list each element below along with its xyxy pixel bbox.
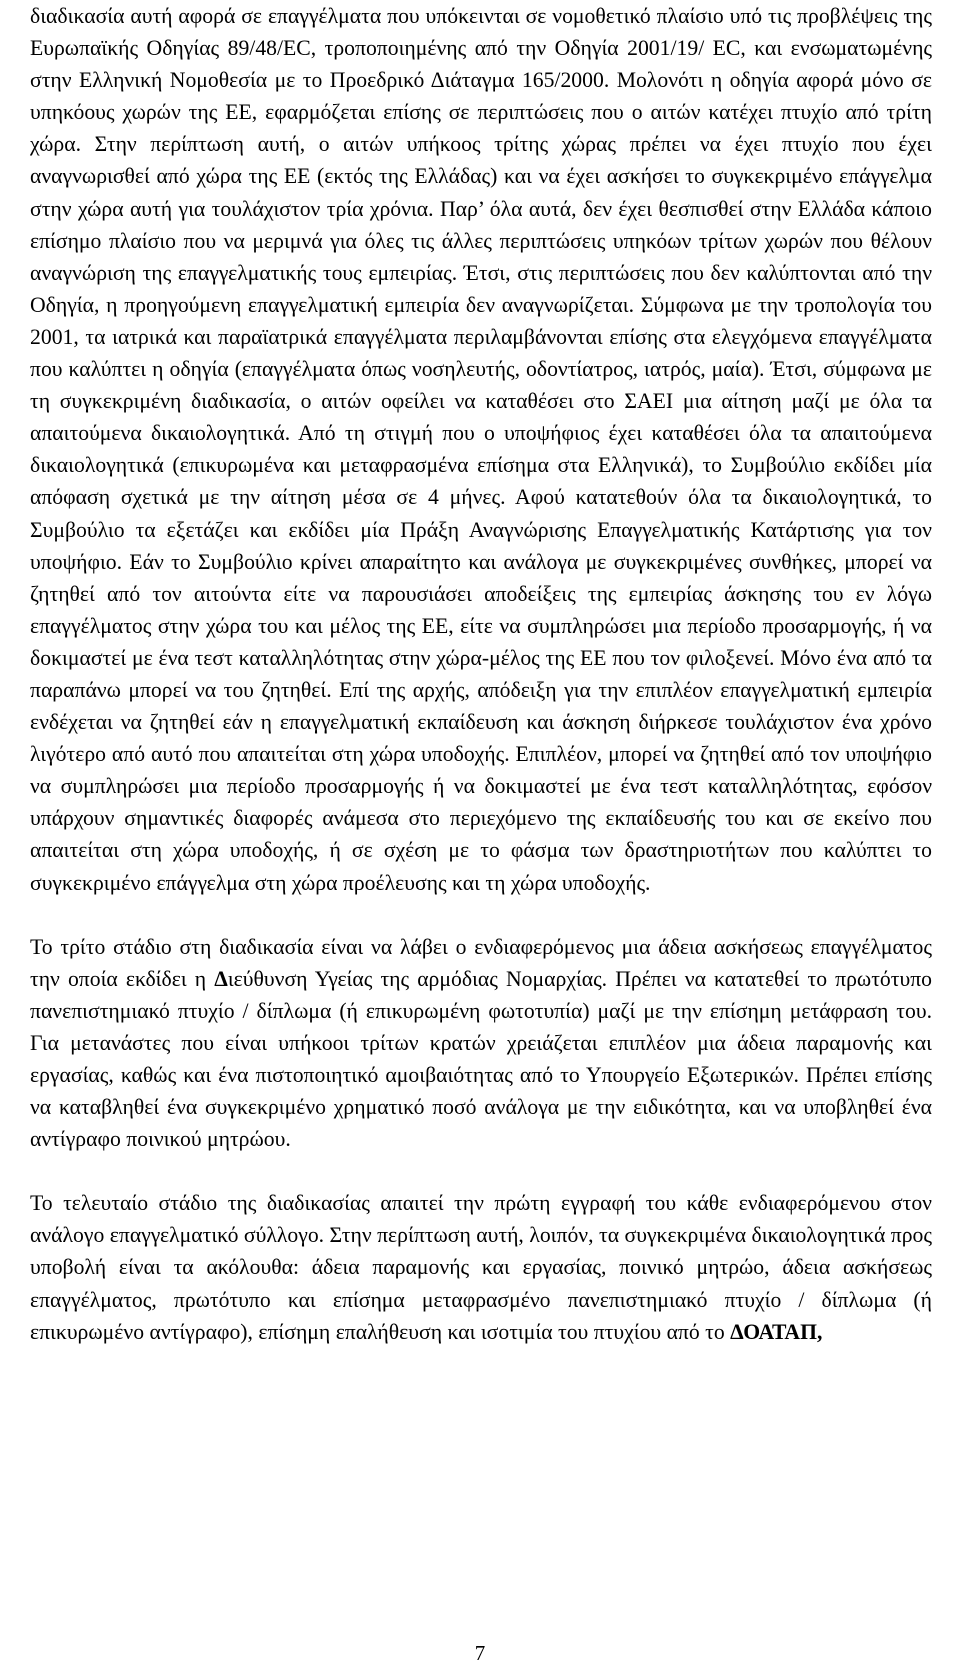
paragraph-text: Το τρίτο στάδιο στη διαδικασία είναι να λάβει ο ενδιαφερόμενος μια άδεια ασκήσεως επαγγέλματος την οποία εκδίδει η [30, 934, 932, 991]
paragraph-license-stage [30, 931, 932, 1156]
paragraph-final-stage [30, 1187, 932, 1347]
page-number: 7 [474, 1641, 486, 1665]
bold-letter: Δ [214, 966, 228, 991]
paragraph-text: Το τελευταίο στάδιο της διαδικασίας απαιτεί την πρώτη εγγραφή του κάθε ενδιαφερόμενου στον ανάλογο επαγγελματικό σύλλογο. Στην περίπτωση αυτή, λοιπόν, τα συγκεκριμένα δικαιολογητικά προς υποβολή είναι τα ακόλουθα: άδεια παραμονής και εργασίας, ποινικό μητρώο, άδεια ασκήσεως επαγγέλματος, πρωτότυπο και επίσημα μεταφρασμένο πανεπιστημιακό πτυχίο / δίπλωμα (ή επικυρωμένο αντίγραφο), επίσημη επαλήθευση και ισοτιμία του πτυχίου από το [30, 1191, 932, 1344]
bold-acronym: ΔΟΑΤΑΠ, [730, 1319, 823, 1344]
document-page [30, 0, 932, 1348]
paragraph-recognition-procedure [30, 0, 932, 899]
paragraph-text: διαδικασία αυτή αφορά σε επαγγέλματα που υπόκεινται σε νομοθετικό πλαίσιο υπό τις προβλέψεις της Ευρωπαϊκής Οδηγίας 89/48/ΕC, τροποποιημένης από την Οδηγία 2001/19/ EC, και ενσωματωμένης στην Ελληνική Νομοθεσία με το Προεδρικό Διάταγμα 165/2000. Μολονότι η οδηγία αφορά μόνο σε υπηκόους χωρών της ΕΕ, εφαρμόζεται επίσης σε περιπτώσεις που ο αιτών κατέχει πτυχίο από τρίτη χώρα. Στην περίπτωση αυτή, ο αιτών υπήκοος τρίτης χώρας πρέπει να έχει πτυχίο που έχει αναγνωρισθεί από χώρα της ΕΕ (εκτός της Ελλάδας) και να έχει ασκήσει το συγκεκριμένο επάγγελμα στην χώρα αυτή για τουλάχιστον τρία χρόνια. Παρ’ όλα αυτά, δεν έχει θεσπισθεί στην Ελλάδα κάποιο επίσημο πλαίσιο που να μεριμνά για όλες τις άλλες περιπτώσεις υπηκόων τρίτων χωρών που θέλουν αναγνώριση της επαγγελματικής τους εμπειρίας. Έτσι, στις περιπτώσεις που δεν καλύπτονται από την Οδηγία, η προηγούμενη επαγγελματική εμπειρία δεν αναγνωρίζεται. Σύμφωνα με την τροπολογία του 2001, τα ιατρικά και παραϊατρικά επαγγέλματα περιλαμβάνονται επίσης στα ελεγχόμενα επαγγέλματα που καλύπτει η οδηγία (επαγγέλματα όπως νοσηλευτής, οδοντίατρος, ιατρός, μαία). Έτσι, σύμφωνα με τη συγκεκριμένη διαδικασία, ο αιτών οφείλει να καταθέσει στο ΣΑΕΙ μια αίτηση μαζί με όλα τα απαιτούμενα δικαιολογητικά. Από τη στιγμή που ο υποψήφιος έχει καταθέσει όλα τα απαιτούμενα δικαιολογητικά (επικυρωμένα και μεταφρασμένα επίσημα στα Ελληνικά), το Συμβούλιο εκδίδει μία απόφαση σχετικά με την αίτηση μέσα σε 4 μήνες. Αφού κατατεθούν όλα τα δικαιολογητικά, το Συμβούλιο τα εξετάζει και εκδίδει μία Πράξη Αναγνώρισης Επαγγελματικής Κατάρτισης για τον υποψήφιο. Εάν το Συμβούλιο κρίνει απαραίτητο και ανάλογα με συγκεκριμένες συνθήκες, μπορεί να ζητηθεί από τον αιτούντα είτε να παρουσιάσει αποδείξεις της εμπειρίας άσκησης του εν λόγω επαγγέλματος στην χώρα του και μέλος της ΕΕ, είτε να συμπληρώσει μια περίοδο προσαρμογής, ή να δοκιμαστεί με ένα τεστ καταλληλότητας στην χώρα-μέλος της ΕΕ που τον φιλοξενεί. Μόνο ένα από τα παραπάνω μπορεί να του ζητηθεί. Επί της αρχής, απόδειξη για την επιπλέον επαγγελματική εμπειρία ενδέχεται να ζητηθεί εάν η επαγγελματική εκπαίδευση και άσκηση διήρκεσε τουλάχιστον ένα χρόνο λιγότερο από αυτό που απαιτείται στη χώρα υποδοχής. Επιπλέον, μπορεί να ζητηθεί από τον υποψήφιο να συμπληρώσει μια περίοδο προσαρμογής ή να δοκιμαστεί με ένα τεστ καταλληλότητας, εφόσον υπάρχουν σημαντικές διαφορές ανάμεσα στο περιεχόμενο της εκπαίδευσής του και σε εκείνο που απαιτείται στη χώρα υποδοχής, ή σε σχέση με το φάσμα των δραστηριοτήτων που καλύπτει το συγκεκριμένο επάγγελμα στη χώρα προέλευσης και τη χώρα υποδοχής. [30, 4, 932, 895]
paragraph-text: ιεύθυνση Υγείας της αρμόδιας Νομαρχίας. Πρέπει να κατατεθεί το πρωτότυπο πανεπιστημιακό πτυχίο / δίπλωμα (ή επικυρωμένη φωτοτυπία) μαζί με την επίσημη μετάφραση του. Για μετανάστες που είναι υπήκοοι τρίτων κρατών χρειάζεται επιπλέον μια άδεια παραμονής και εργασίας, καθώς και ένα πιστοποιητικό αμοιβαιότητας από το Υπουργείο Εξωτερικών. Πρέπει επίσης να καταβληθεί ένα συγκεκριμένο χρηματικό ποσό ανάλογα με την ειδικότητα, και να υποβληθεί ένα αντίγραφο ποινικού μητρώου. [30, 966, 933, 1152]
